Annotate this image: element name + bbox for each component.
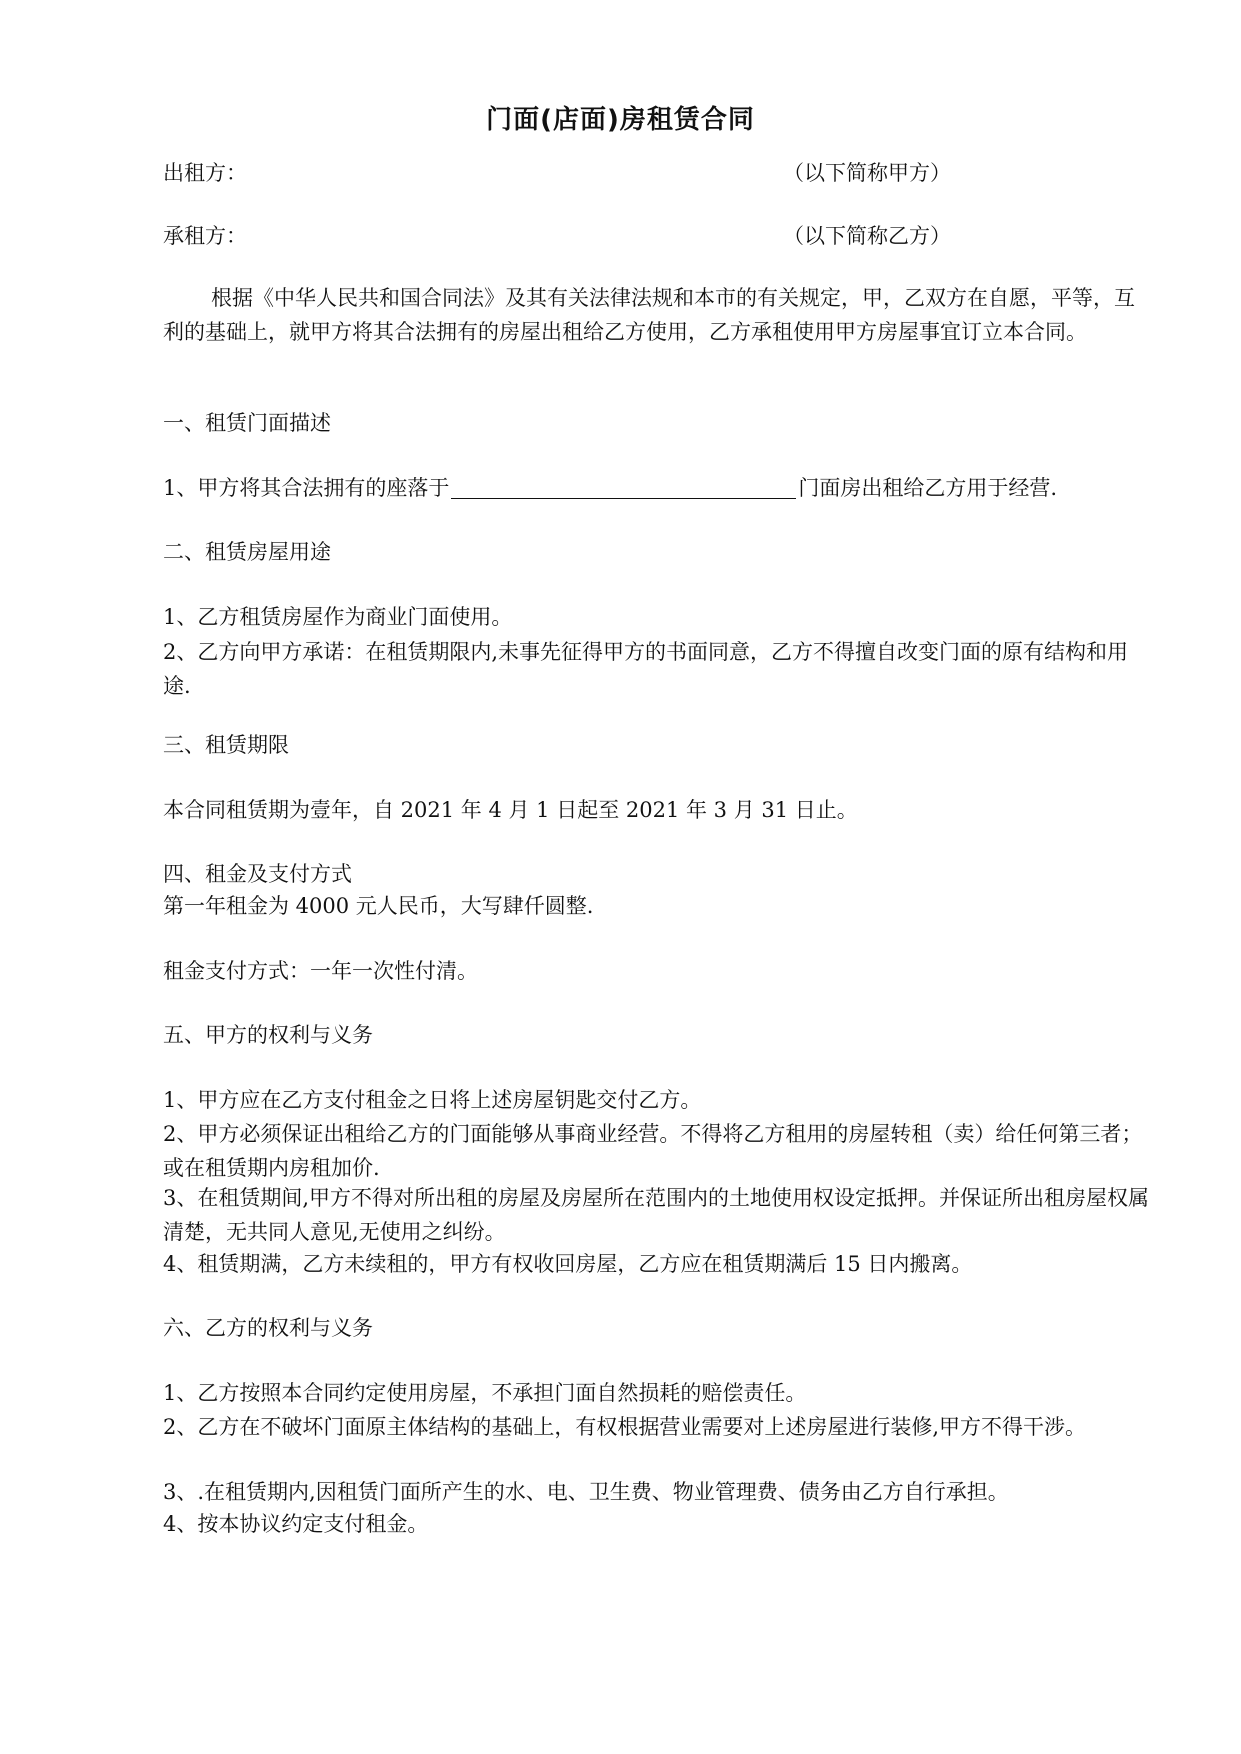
section1-item1	[163, 474, 1153, 502]
section4-heading: 四、租金及支付方式	[163, 862, 352, 886]
section1-heading: 一、租赁门面描述	[163, 411, 331, 435]
lessor-label: 出租方：	[163, 161, 247, 185]
section2-heading: 二、租赁房屋用途	[163, 540, 331, 564]
section5-heading: 五、甲方的权利与义务	[163, 1023, 373, 1047]
section1-item1-start: 1、甲方将其合法拥有的座落于	[163, 476, 450, 500]
section2-item1: 1、乙方租赁房屋作为商业门面使用。	[163, 605, 513, 629]
section3-heading: 三、租赁期限	[163, 733, 289, 757]
section6-item1: 1、乙方按照本合同约定使用房屋，不承担门面自然损耗的赔偿责任。	[163, 1381, 807, 1405]
section1-item1-end: 门面房出租给乙方用于经营.	[798, 476, 1058, 500]
section6-item2: 2、乙方在不破坏门面原主体结构的基础上，有权根据营业需要对上述房屋进行装修,甲方不得干涉。	[163, 1415, 1087, 1439]
section4-rent: 第一年租金为 4000 元人民币，大写肆仟圆整.	[163, 894, 594, 918]
address-blank-field	[451, 476, 796, 499]
section6-heading: 六、乙方的权利与义务	[163, 1316, 373, 1340]
section5-item1: 1、甲方应在乙方支付租金之日将上述房屋钥匙交付乙方。	[163, 1088, 702, 1112]
lessor-note: （以下简称甲方）	[783, 161, 951, 185]
document-title: 门面(店面)房租赁合同	[486, 105, 755, 135]
section5-item4: 4、租赁期满，乙方未续租的，甲方有权收回房屋，乙方应在租赁期满后 15 日内搬离。	[163, 1252, 973, 1276]
section2-item2: 2、乙方向甲方承诺：在租赁期限内,未事先征得甲方的书面同意，乙方不得擅自改变门面的原有结构和用途.	[163, 640, 1129, 698]
section3-text: 本合同租赁期为壹年，自 2021 年 4 月 1 日起至 2021 年 3 月 31 日止。	[163, 798, 858, 822]
lessee-label: 承租方：	[163, 224, 247, 248]
lessee-note: （以下简称乙方）	[783, 224, 951, 248]
section6-item3: 3、.在租赁期内,因租赁门面所产生的水、电、卫生费、物业管理费、债务由乙方自行承担。	[163, 1480, 1009, 1504]
section5-item2: 2、甲方必须保证出租给乙方的门面能够从事商业经营。不得将乙方租用的房屋转租（卖）给任何第三者；或在租赁期内房租加价.	[163, 1122, 1143, 1180]
section4-payment: 租金支付方式：一年一次性付清。	[163, 959, 478, 983]
section6-item4: 4、按本协议约定支付租金。	[163, 1512, 429, 1536]
section5-item3: 3、在租赁期间,甲方不得对所出租的房屋及房屋所在范围内的土地使用权设定抵押。并保证所出租房屋权属清楚，无共同人意见,无使用之纠纷。	[163, 1186, 1150, 1244]
preamble-paragraph: 根据《中华人民共和国合同法》及其有关法律法规和本市的有关规定，甲，乙双方在自愿，平等，互利的基础上，就甲方将其合法拥有的房屋出租给乙方使用，乙方承租使用甲方房屋事宜订立本合同。	[163, 286, 1135, 344]
